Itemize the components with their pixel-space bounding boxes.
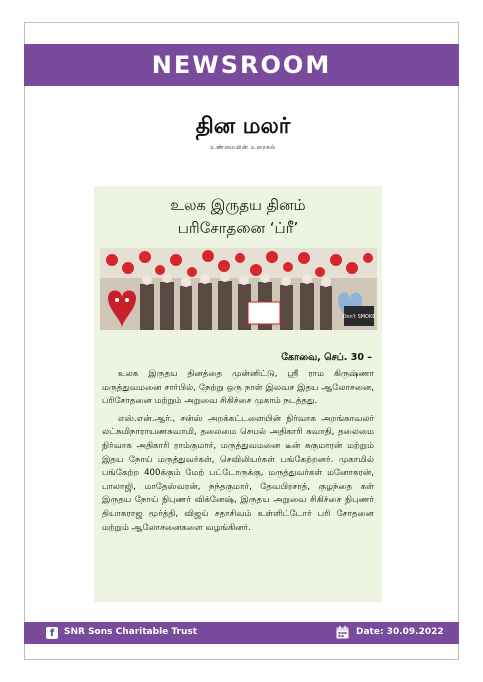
facebook-icon[interactable]: f xyxy=(46,627,58,639)
article-headline xyxy=(94,194,382,240)
dinamalar-logo xyxy=(168,112,318,158)
article-paragraph-2: எஸ்.என்.ஆர்., சன்ஸ் அறக்கட்டளையின் நிர்வாக அறங்காவலர் லட்சுமிநாராயணசுவாமி, தலைமை செயல் அதிகாரி சுவாதி, தலைமை நிர்வாக அதிகாரி ராம்குமார், மருத்துவமனை டீன் சுகுமாரன் மற்றும் இதய நோய் மருத்துவர்கள், செவிலியர்கள் பங்கேற்றனர். முகாமில் பங்கேற்ற 400க்கும் மேற் பட்டோருக்கு, மருத்துவர்கள் மனோகரன், பாலாஜி, மாதேஸ்வரன், நந்தகுமார், தேவபிரசாத், குழந்தை கள் இருதய நோய் நிபுணர் விக்னேஷ், இருதய அறுவை சிகிச்சை நிபுணர் தியாகராஜ மூர்த்தி, விஜய் சதாசிவம் உள்ளிட்டோர் பரி சோதனை மற்றும் ஆலோசனைகளை வழங்கினர். xyxy=(102,413,374,533)
headline-line-2: பரிசோதனை ‘ப்ரீ’ xyxy=(177,219,299,237)
footer-org-name: SNR Sons Charitable Trust xyxy=(64,627,198,637)
logo-tagline: உண்மையின் உரைகல் xyxy=(210,144,276,151)
logo-name: தின மலர் xyxy=(195,114,291,139)
photo-sign-text: Don't SMOKE xyxy=(342,314,376,320)
footer-bar xyxy=(24,622,459,644)
newsroom-banner xyxy=(24,44,459,86)
footer-date: Date: 30.09.2022 xyxy=(356,627,444,637)
news-clipping xyxy=(94,186,382,602)
article-dateline: கோவை, செப். 30 – xyxy=(281,352,372,363)
article-body xyxy=(102,368,374,535)
headline-line-1: உலக இருதய தினம் xyxy=(170,196,306,214)
event-photo-illustration xyxy=(100,248,377,330)
calendar-icon xyxy=(336,626,349,639)
event-photo xyxy=(100,248,377,330)
banner-title: NEWSROOM xyxy=(151,51,332,79)
article-paragraph-1: உலக இருதய தினத்தை முன்னிட்டு, ஸ்ரீ ராம கிருஷ்ணா மருத்துவமனை சார்பில், நேற்று ஒரு நாள் இலவச இதய ஆலோசனை, பரிசோதனை மற்றும் அறுவை சிகிச்சை முகாம் நடத்தது. xyxy=(102,369,374,407)
